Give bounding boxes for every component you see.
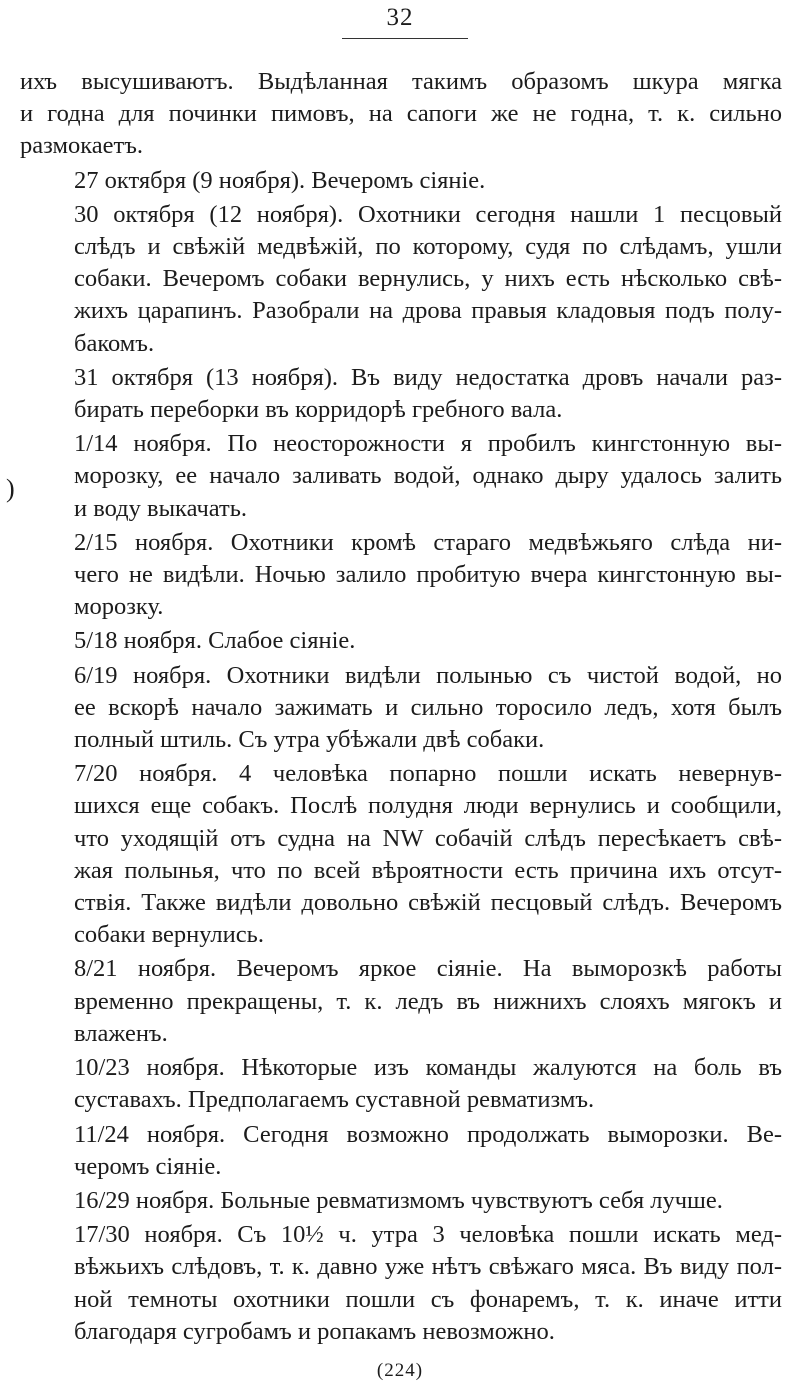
text-line: слѣдъ и свѣжій медвѣжій, по которому, судя по слѣдамъ, ушли: [74, 233, 782, 261]
paragraph: [20, 165, 782, 197]
paragraph: [20, 199, 782, 360]
text-line: и воду выкачать.: [74, 494, 248, 522]
text-line: влаженъ.: [74, 1019, 168, 1047]
paragraph: [20, 660, 782, 757]
text-line: 1/14 ноября. По неосторожности я пробилъ кингстонную вы-: [74, 430, 782, 458]
text-line: 16/29 ноября. Больные ревматизмомъ чувствуютъ себя лучше.: [74, 1186, 723, 1214]
text-line: черомъ сіяніе.: [74, 1152, 222, 1180]
text-line: бирать переборки въ корридорѣ гребного вала.: [74, 396, 563, 424]
body-text: [20, 66, 782, 1350]
text-line: жая полынья, что по всей вѣроятности есть причина ихъ отсут-: [74, 856, 782, 884]
text-line: чего не видѣли. Ночью залило пробитую вчера кингстонную вы-: [74, 561, 782, 589]
text-line: 17/30 ноября. Съ 10½ ч. утра 3 человѣка пошли искать мед-: [74, 1221, 782, 1249]
paragraph: [20, 625, 782, 657]
text-line: ной темноты охотники пошли съ фонаремъ, т. к. иначе итти: [74, 1285, 782, 1313]
text-line: жихъ царапинъ. Разобрали на дрова правыя кладовыя подъ полу-: [74, 297, 782, 325]
paragraph: [20, 953, 782, 1050]
text-line: 6/19 ноября. Охотники видѣли полынью съ чистой водой, но: [74, 661, 782, 689]
text-line: 30 октября (12 ноября). Охотники сегодня нашли 1 песцовый: [74, 200, 782, 228]
margin-mark: ): [6, 474, 15, 503]
text-line: 31 октября (13 ноября). Въ виду недостатка дровъ начали раз-: [74, 363, 782, 391]
paragraph: [20, 1052, 782, 1116]
paragraph: [20, 1219, 782, 1348]
text-line: благодаря сугробамъ и ропакамъ невозможно.: [74, 1317, 555, 1345]
text-line: собаки. Вечеромъ собаки вернулись, у нихъ есть нѣсколько свѣ-: [74, 265, 782, 293]
paragraph: [20, 758, 782, 951]
text-line: полный штиль. Съ утра убѣжали двѣ собаки.: [74, 726, 545, 754]
text-line: вѣжьихъ слѣдовъ, т. к. давно уже нѣтъ свѣжаго мяса. Въ виду пол-: [74, 1253, 782, 1281]
paragraph: [20, 1185, 782, 1217]
text-line: собаки вернулись.: [74, 921, 264, 949]
text-line: 8/21 ноября. Вечеромъ яркое сіяніе. На выморозкѣ работы: [74, 955, 782, 983]
text-line: 27 октября (9 ноября). Вечеромъ сіяніе.: [74, 166, 486, 194]
footer-page-number: (224): [376, 1360, 424, 1381]
text-line: ихъ высушиваютъ. Выдѣланная такимъ образомъ шкура мягка: [20, 68, 782, 95]
text-line: и годна для починки пимовъ, на сапоги же не годна, т. к. сильно: [20, 100, 782, 128]
text-line: временно прекращены, т. к. ледъ въ нижнихъ слояхъ мягокъ и: [74, 987, 782, 1015]
text-line: бакомъ.: [74, 329, 155, 357]
text-line: 10/23 ноября. Нѣкоторые изъ команды жалуются на боль въ: [74, 1054, 782, 1082]
text-line: морозку, ее начало заливать водой, однако дыру удалось залить: [74, 462, 782, 490]
page-number: 32: [386, 4, 414, 31]
paragraph: [20, 66, 782, 163]
text-line: шихся еще собакъ. Послѣ полудня люди вернулись и сообщили,: [74, 792, 782, 820]
text-line: ее вскорѣ начало зажимать и сильно торосило ледъ, хотя былъ: [74, 693, 782, 721]
paragraph: [20, 362, 782, 426]
text-line: морозку.: [74, 593, 164, 621]
paragraph: [20, 527, 782, 624]
text-line: размокаетъ.: [20, 132, 143, 160]
text-line: 2/15 ноября. Охотники кромѣ стараго медвѣжьяго слѣда ни-: [74, 528, 782, 556]
paragraph: [20, 428, 782, 525]
header-rule: [342, 38, 468, 39]
text-line: 11/24 ноября. Сегодня возможно продолжать выморозки. Ве-: [74, 1120, 782, 1148]
text-line: суставахъ. Предполагаемъ суставной ревматизмъ.: [74, 1086, 595, 1114]
paragraph: [20, 1119, 782, 1183]
text-line: ствія. Также видѣли довольно свѣжій песцовый слѣдъ. Вечеромъ: [74, 889, 782, 917]
text-line: 5/18 ноября. Слабое сіяніе.: [74, 627, 356, 655]
text-line: что уходящій отъ судна на NW собачій слѣдъ пересѣкаетъ свѣ-: [74, 824, 782, 852]
text-line: 7/20 ноября. 4 человѣка попарно пошли искать невернув-: [74, 760, 782, 788]
